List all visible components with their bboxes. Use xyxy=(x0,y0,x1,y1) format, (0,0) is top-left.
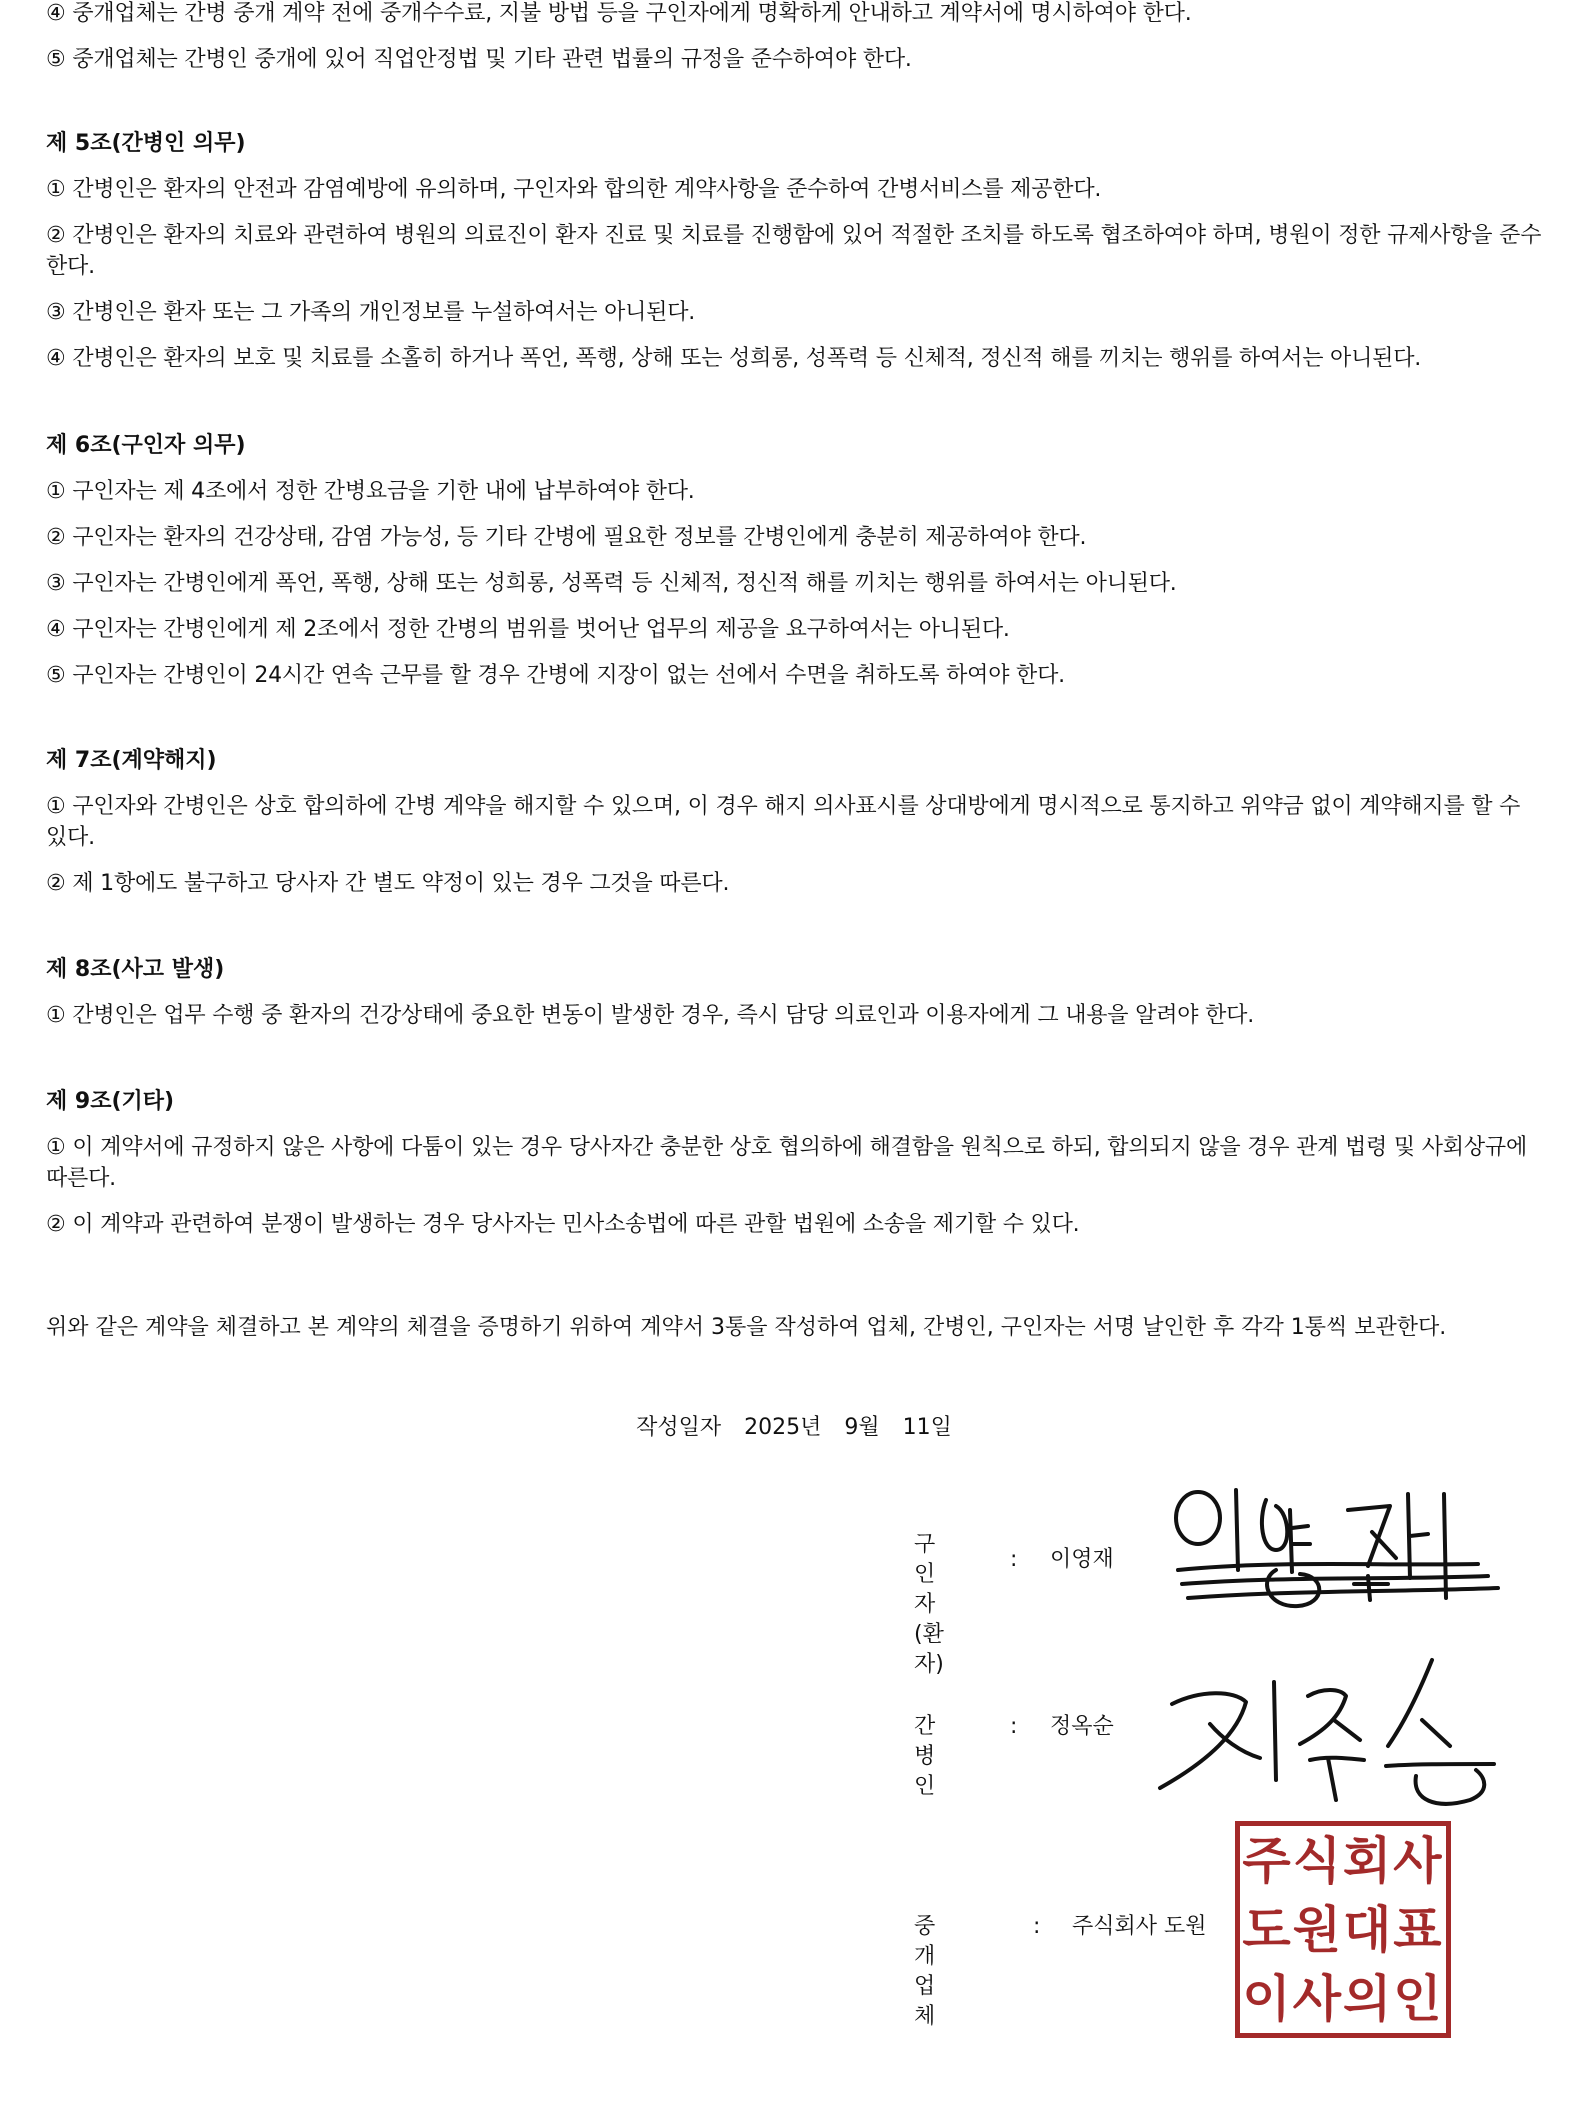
client-name: 이영재 xyxy=(1050,1547,1114,1572)
clause-item: ⑤ 중개업체는 간병인 중개에 있어 직업안정법 및 기타 관련 법률의 규정을 준수하여야 한다. xyxy=(46,47,912,72)
date-line xyxy=(0,1410,1588,1441)
top-clauses xyxy=(46,0,1542,90)
caregiver-colon: : xyxy=(1010,1714,1018,1739)
clause-item: ① 구인자는 제 4조에서 정한 간병요금을 기한 내에 납부하여야 한다. xyxy=(46,479,695,504)
caregiver-name: 정옥순 xyxy=(1050,1714,1114,1739)
seal-text-line: 이사의인 xyxy=(1242,1969,1444,2028)
client-label-line: 구인자 xyxy=(914,1532,936,1617)
company-seal-stamp xyxy=(1235,1821,1451,2038)
article-5 xyxy=(46,128,1542,389)
article-6 xyxy=(46,430,1542,706)
caregiver-label: 간병인 xyxy=(914,1714,936,1799)
article-title: 제 8조(사고 발생) xyxy=(46,957,225,982)
article-8 xyxy=(46,954,1542,1046)
clause-item: ⑤ 구인자는 간병인이 24시간 연속 근무를 할 경우 간병에 지장이 없는 선에서 수면을 취하도록 하여야 한다. xyxy=(46,663,1065,688)
caregiver-handwritten-signature xyxy=(1150,1660,1530,1830)
date-month: 9월 xyxy=(844,1415,880,1440)
article-9 xyxy=(46,1086,1542,1255)
date-label: 작성일자 xyxy=(636,1415,722,1440)
date-year: 2025년 xyxy=(744,1415,822,1440)
clause-item: ② 이 계약과 관련하여 분쟁이 발생하는 경우 당사자는 민사소송법에 따른 관할 법원에 소송을 제기할 수 있다. xyxy=(46,1212,1080,1237)
clause-item: ② 제 1항에도 불구하고 당사자 간 별도 약정이 있는 경우 그것을 따른다. xyxy=(46,871,730,896)
closing-statement: 위와 같은 계약을 체결하고 본 계약의 체결을 증명하기 위하여 계약서 3통을 작성하여 업체, 간병인, 구인자는 서명 날인한 후 각각 1통씩 보관한다. xyxy=(46,1315,1447,1340)
clause-item: ④ 중개업체는 간병 중개 계약 전에 중개수수료, 지불 방법 등을 구인자에게 명확하게 안내하고 계약서에 명시하여야 한다. xyxy=(46,1,1192,26)
client-handwritten-signature xyxy=(1158,1480,1538,1630)
agency-label: 중개업체 xyxy=(914,1914,936,2029)
clause-item: ① 이 계약서에 규정하지 않은 사항에 다툼이 있는 경우 당사자간 충분한 상호 협의하에 해결함을 원칙으로 하되, 합의되지 않을 경우 관계 법령 및 사회상규에 따른다. xyxy=(46,1135,1527,1191)
clause-item: ① 간병인은 환자의 안전과 감염예방에 유의하며, 구인자와 합의한 계약사항을 준수하여 간병서비스를 제공한다. xyxy=(46,177,1102,202)
clause-item: ② 간병인은 환자의 치료와 관련하여 병원의 의료진이 환자 진료 및 치료를 진행함에 있어 적절한 조치를 하도록 협조하여야 하며, 병원이 정한 규제사항을 준수한다. xyxy=(46,223,1542,279)
client-label-line: (환자) xyxy=(914,1622,944,1677)
client-label xyxy=(914,1530,944,1680)
agency-colon: : xyxy=(1033,1914,1041,1939)
clause-item: ③ 간병인은 환자 또는 그 가족의 개인정보를 누설하여서는 아니된다. xyxy=(46,300,696,325)
article-title: 제 6조(구인자 의무) xyxy=(46,433,246,458)
article-title: 제 7조(계약해지) xyxy=(46,748,217,773)
clause-item: ③ 구인자는 간병인에게 폭언, 폭행, 상해 또는 성희롱, 성폭력 등 신체적, 정신적 해를 끼치는 행위를 하여서는 아니된다. xyxy=(46,571,1177,596)
clause-item: ② 구인자는 환자의 건강상태, 감염 가능성, 등 기타 간병에 필요한 정보를 간병인에게 충분히 제공하여야 한다. xyxy=(46,525,1087,550)
seal-text-line: 주식회사 xyxy=(1242,1831,1444,1890)
clause-item: ① 구인자와 간병인은 상호 합의하에 간병 계약을 해지할 수 있으며, 이 경우 해지 의사표시를 상대방에게 명시적으로 통지하고 위약금 없이 계약해지를 할 수 있다. xyxy=(46,794,1521,850)
clause-item: ④ 간병인은 환자의 보호 및 치료를 소홀히 하거나 폭언, 폭행, 상해 또는 성희롱, 성폭력 등 신체적, 정신적 해를 끼치는 행위를 하여서는 아니된다. xyxy=(46,346,1422,371)
seal-text-line: 도원대표 xyxy=(1242,1900,1444,1959)
client-colon: : xyxy=(1010,1547,1018,1572)
article-title: 제 5조(간병인 의무) xyxy=(46,131,246,156)
clause-item: ① 간병인은 업무 수행 중 환자의 건강상태에 중요한 변동이 발생한 경우, 즉시 담당 의료인과 이용자에게 그 내용을 알려야 한다. xyxy=(46,1003,1254,1028)
clause-item: ④ 구인자는 간병인에게 제 2조에서 정한 간병의 범위를 벗어난 업무의 제공을 요구하여서는 아니된다. xyxy=(46,617,1010,642)
article-7 xyxy=(46,745,1542,914)
article-title: 제 9조(기타) xyxy=(46,1089,175,1114)
agency-name: 주식회사 도원 xyxy=(1072,1914,1207,1939)
date-day: 11일 xyxy=(902,1415,952,1440)
